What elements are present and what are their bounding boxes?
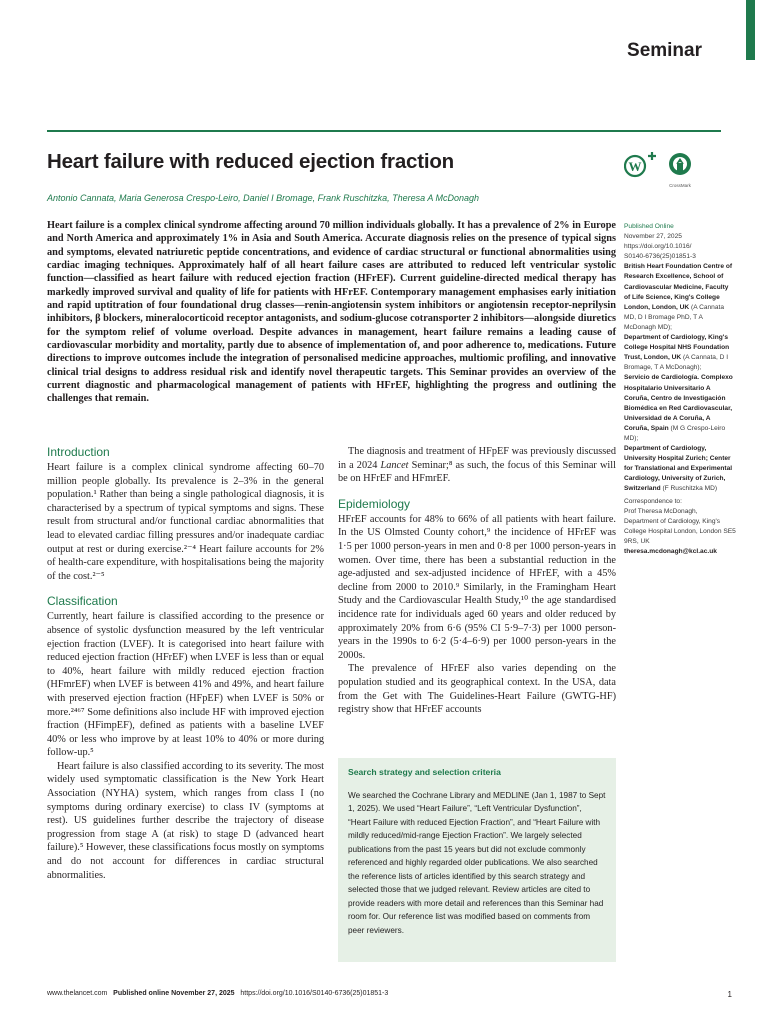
heading-epidemiology: Epidemiology: [338, 496, 411, 511]
paragraph: HFrEF accounts for 48% to 66% of all patients with heart failure. In the US Olmsted County cohort,⁹ the incidence of HFrEF was 1·5 per 1000 person-years in men and 0·8 per 1000 person-years in women. Over time, there has been a substantial reduction in the age-adjusted and sex-adjusted incidence of HFrEF, with a 45% decline from 2000 to 2010.⁹ Similarly, in the Framingham Heart Study and the Cardiovascular Health Study,¹⁰ the age standardised incidence rate for individuals aged 60 years and older reduced by approximately 20% from 6·6 (95% CI 5·9–7·3) per 1000 person-years in the 1990s to 6·2 (5·4–6·9) per 1000 person-years in the 2000s.: [338, 513, 616, 661]
panel-heading: Search strategy and selection criteria: [348, 767, 501, 777]
crossmark-icon[interactable]: [668, 152, 692, 186]
search-strategy-panel: [338, 758, 616, 962]
doi-link-line2[interactable]: S0140-6736(25)01851-3: [624, 253, 696, 261]
footer-published: Published online November 27, 2025: [113, 990, 235, 997]
correspondence-address: Department of Cardiology, King's College Hospital London, London SE5 9RS, UK: [624, 517, 736, 545]
body-column-left: [47, 445, 324, 882]
correspondence-name: Prof Theresa McDonagh,: [624, 507, 698, 515]
published-label: Published Online: [624, 223, 674, 230]
heading-introduction: Introduction: [47, 445, 110, 459]
paragraph: Heart failure is also classified according to its severity. The most widely used symptomatic classification is the New York Heart Association (NYHA) system, which ranges from class I (no symptoms during ordinary exercise) to class IV (symptoms at rest). US guidelines further describe the trajectory of disease progression from stage A (at risk) to stage D (advanced heart failure).⁵ However, these classifications focus mostly on symptoms and do not account for differences in cardiac structural abnormalities.: [47, 760, 324, 881]
affiliation: Department of Cardiology, King's College Hospital NHS Foundation Trust, London, UK (A Cannata, D I Bromage, T A McDonagh);: [624, 334, 730, 372]
section-label: Seminar: [627, 40, 702, 61]
page-footer: [47, 990, 388, 997]
affiliation: Servicio de Cardiología. Complexo Hospitalario Universitario A Coruña, Centro de Investigación Biomédica en Red Cardiovascular, Universidad de A Coruña, A Coruña, Spain (M G Crespo-Leiro MD);: [624, 374, 733, 442]
article-title: Heart failure with reduced ejection fraction: [47, 150, 454, 173]
journal-color-bar: [746, 0, 755, 60]
published-date: November 27, 2025: [624, 233, 682, 241]
paragraph: Heart failure is a complex clinical syndrome affecting 60–70 million people globally. Its prevalence is 2–3% in the general population.¹ Rather than being a single pathological diagnosis, it is characterised by a spectrum of typical symptoms and signs. These result from structural and/or functional cardiac abnormalities that lead to elevated cardiac filling pressures and/or inadequate cardiac output at rest or during exercise.²⁻⁴ Heart failure accounts for 2% of health-care expenditure, with hospitalisations being the majority of the cost.²⁻⁵: [47, 462, 324, 582]
affiliation: British Heart Foundation Centre of Research Excellence, School of Cardiovascular Medicine, Faculty of Life Science, King's College London, London, UK (A Cannata MD, D I Bromage PhD, T A McDonagh MD);: [624, 263, 733, 331]
paragraph: Currently, heart failure is classified according to the presence or absence of systolic dysfunction measured by the left ventricular ejection fraction (LVEF). It is categorised into heart failure with reduced ejection fraction (HFrEF) when LVEF is less than or equal to 40%, heart failure with mildly reduced ejection fraction (HFmrEF) when LVEF is between 41% and 49%, and heart failure with preserved ejection fraction (HFpEF) when LVEF is 50% or more.²⁴⁶⁷ Some definitions also include HF with improved ejection fraction (HFimpEF), defined as patients with a baseline LVEF 40% or less who improve by at least 10% to 40% or more during follow-up.⁵: [47, 611, 324, 759]
author-list[interactable]: Antonio Cannata, Maria Generosa Crespo-Leiro, Daniel I Bromage, Frank Ruschitzka, Theresa A McDonagh: [47, 193, 480, 203]
correspondence-label: Correspondence to:: [624, 497, 682, 505]
crossmark-label: CrossMark: [669, 183, 691, 188]
paragraph: The prevalence of HFrEF also varies depending on the population studied and its geographical context. In the USA, data from the Get with The Guidelines-Heart Failure (GWTG-HF) registry show that HFrEF accounts: [338, 663, 616, 716]
page-number: 1: [727, 990, 732, 999]
paragraph: The diagnosis and treatment of HFpEF was previously discussed in a 2024 Lancet Seminar;⁸ as such, the focus of this Seminar will be on HFrEF and HFmrEF.: [338, 446, 616, 485]
correspondence-email[interactable]: theresa.mcdonagh@kcl.ac.uk: [624, 548, 717, 555]
doi-link-line1[interactable]: https://doi.org/10.1016/: [624, 243, 692, 251]
lancet-w-glyph: W: [628, 159, 642, 174]
sidebar-metadata: [624, 222, 736, 557]
affiliation: Department of Cardiology, University Hospital Zurich; Center for Translational and Experimental Cardiology, University of Zurich, Switzerland (F Ruschitzka MD): [624, 445, 733, 493]
correspondence: [624, 497, 736, 558]
heading-classification: Classification: [47, 594, 118, 609]
footer-doi-link[interactable]: https://doi.org/10.1016/S0140-6736(25)01851-3: [240, 990, 389, 997]
footer-site-link[interactable]: www.thelancet.com: [47, 990, 108, 997]
header-rule: [47, 130, 721, 132]
body-column-right: [338, 445, 616, 717]
abstract: Heart failure is a complex clinical syndrome affecting around 70 million individuals globally. It has a prevalence of 2% in Europe and North America and approximately 1% in Asia and South America. Accurate diagnosis relies on the presence of typical signs and symptoms, elevated natriuretic peptide concentrations, and evidence of cardiac structural or functional abnormalities using cardiac imaging techniques. Approximately half of all heart failure cases are attributed to reduced left ventricular systolic function—classified as heart failure with reduced ejection fraction (HFrEF). Current guideline-directed medical therapy has markedly improved survival and quality of life for patients with HFrEF. Contemporary management emphasises early initiation and rapid uptitration of four foundational drug classes—renin-angiotensin system inhibitors or angiotensin receptor-neprilysin inhibitors, β blockers, mineralocorticoid receptor antagonists, and sodium-glucose cotransporter 2 inhibitors—alongside diuretics for the symptom relief of volume overload. Despite advances in management, heart failure remains a leading cause of cardiovascular morbidity and mortality, partly due to absence of implementation of, and poor adherence to, medications. Future directions to improve outcomes include the integration of personalised medicine approaches, multiomic profiling, and innovative clinical trial designs to address residual risk and identify novel therapeutic targets. This Seminar provides an overview of the current diagnostic and pharmacological management of patients with HFrEF, highlighting the progress and outlining the challenges that remain.: [47, 220, 616, 405]
panel-body: We searched the Cochrane Library and MEDLINE (Jan 1, 1987 to Sept 1, 2025). We used “Heart Failure”, “Left Ventricular Dysfunction”, “Heart Failure with reduced Ejection Fraction”, and “Heart Failure with mildly reduced/mid-range Ejection Fraction”. We largely selected publications from the past 15 years but did not exclude commonly referenced and highly regarded older publications. We also searched the reference lists of articles identified by this search strategy and selected those that we judged relevant. Review articles are cited to provide readers with more detail and references than this Seminar had room for. Our reference list was modified based on comments from peer reviewers.: [348, 790, 606, 936]
